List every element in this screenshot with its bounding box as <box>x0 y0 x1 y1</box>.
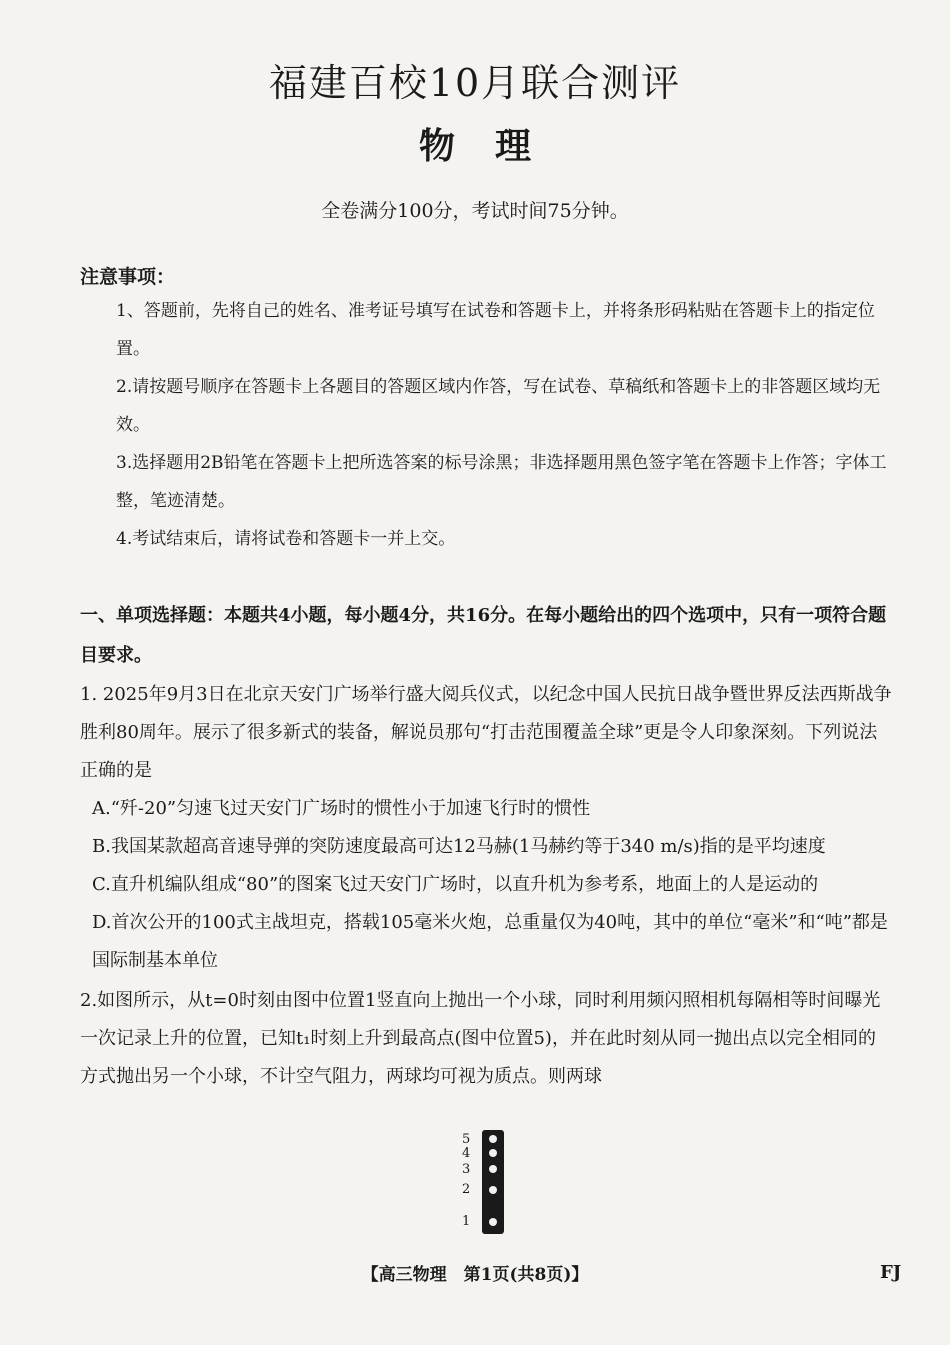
notice-item-1: 1、答题前，先将自己的姓名、准考证号填写在试卷和答题卡上，并将条形码粘贴在答题卡上的指定位置。 <box>116 301 875 359</box>
figure-label-3: 3 <box>462 1162 471 1177</box>
question-2-stem: 2.如图所示，从t=0时刻由图中位置1竖直向上抛出一个小球，同时利用频闪照相机每隔相等时间曝光一次记录上升的位置，已知t₁时刻上升到最高点(图中位置5)，并在此时刻从同一抛出点以完全相同的方式抛出另一个小球，不计空气阻力，两球均可视为质点。则两球 <box>80 990 881 1087</box>
ball-position-2 <box>489 1186 497 1194</box>
notice-item-2: 2.请按题号顺序在答题卡上各题目的答题区域内作答，写在试卷、草稿纸和答题卡上的非答题区域均无效。 <box>116 377 881 435</box>
region-code: FJ <box>880 1262 902 1283</box>
figure-label-2: 2 <box>462 1182 471 1197</box>
notice-item-3: 3.选择题用2B铅笔在答题卡上把所选答案的标号涂黑；非选择题用黑色签字笔在答题卡上作答；字体工整，笔迹清楚。 <box>116 453 887 511</box>
figure-label-4: 4 <box>462 1146 471 1161</box>
figure-label-5: 5 <box>462 1132 471 1147</box>
question-1-option-b: B.我国某款超高音速导弹的突防速度最高可达12马赫(1马赫约等于340 m/s)指的是平均速度 <box>92 836 826 857</box>
ball-position-4 <box>489 1149 497 1157</box>
exam-info: 全卷满分100分，考试时间75分钟。 <box>321 200 629 222</box>
strobe-figure <box>462 1130 522 1234</box>
question-1-stem: 1. 2025年9月3日在北京天安门广场举行盛大阅兵仪式，以纪念中国人民抗日战争暨世界反法西斯战争胜利80周年。展示了很多新式的装备，解说员那句“打击范围覆盖全球”更是令人印象深刻。下列说法正确的是 <box>80 684 892 781</box>
question-1-option-c: C.直升机编队组成“80”的图案飞过天安门广场时，以直升机为参考系，地面上的人是运动的 <box>92 874 819 895</box>
notice-item-4: 4.考试结束后，请将试卷和答题卡一并上交。 <box>116 529 456 549</box>
section-heading: 一、单项选择题：本题共4小题，每小题4分，共16分。在每小题给出的四个选项中，只有一项符合题目要求。 <box>80 605 887 666</box>
subject-title: 物理 <box>418 125 571 167</box>
ball-position-3 <box>489 1165 497 1173</box>
question-1-option-a: A.“歼-20”匀速飞过天安门广场时的惯性小于加速飞行时的惯性 <box>92 798 591 819</box>
exam-title: 福建百校10月联合测评 <box>268 61 682 105</box>
strobe-strip <box>482 1130 504 1234</box>
ball-position-5 <box>489 1135 497 1143</box>
ball-position-1 <box>489 1218 497 1226</box>
page-footer: 【高三物理 第1页(共8页)】 <box>361 1265 589 1285</box>
figure-label-1: 1 <box>462 1214 471 1229</box>
notice-heading: 注意事项： <box>80 266 176 288</box>
question-1-option-d: D.首次公开的100式主战坦克，搭载105毫米火炮，总重量仅为40吨，其中的单位“毫米”和“吨”都是国际制基本单位 <box>92 912 888 971</box>
